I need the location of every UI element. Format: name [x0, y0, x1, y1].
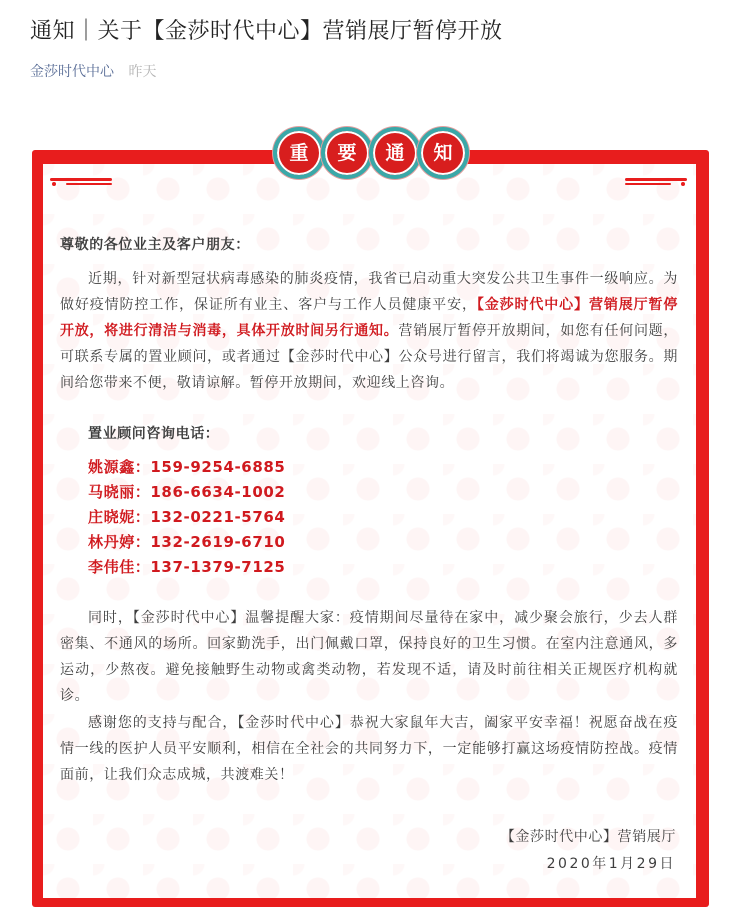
publish-date: 昨天 [128, 64, 157, 80]
author-link[interactable]: 金莎时代中心 [30, 64, 114, 80]
badge-tong: 通 [369, 127, 421, 179]
badge-yao: 要 [321, 127, 373, 179]
phone-item: 李伟佳：137-1379-7125 [88, 558, 286, 576]
decor-line-right [625, 177, 687, 187]
phone-item: 姚源鑫：159-9254-6885 [88, 458, 286, 476]
badge-zhi: 知 [417, 127, 469, 179]
notice-badges [273, 127, 465, 175]
phone-list [88, 455, 285, 580]
signature: 【金莎时代中心】营销展厅 [500, 829, 676, 845]
phone-item: 庄晓妮：132-0221-5764 [88, 508, 286, 526]
phone-item: 马晓丽：186-6634-1002 [88, 483, 286, 501]
badge-zhong: 重 [273, 127, 325, 179]
decor-line-left [50, 177, 112, 187]
signature-date: 2020年1月29日 [546, 856, 676, 872]
paragraph-1-part2: 营销展厅暂停开放期间，如您有任何问题，可联系专属的置业顾问，或者通过【金莎时代中心】公众号进行留言，我们将竭诚为您服务。期间给您带来不便，敬请谅解。暂停开放期间，欢迎线上咨询。 [60, 323, 678, 391]
paragraph-1 [60, 266, 678, 396]
closure-highlight: 【金莎时代中心】营销展厅暂停开放，将进行清洁与消毒，具体开放时间另行通知。 [60, 297, 678, 339]
greeting: 尊敬的各位业主及客户朋友： [60, 237, 250, 253]
article-meta [30, 61, 156, 81]
phone-heading: 置业顾问咨询电话： [88, 426, 220, 442]
phone-item: 林丹婷：132-2619-6710 [88, 533, 286, 551]
paragraph-2: 同时，【金莎时代中心】温馨提醒大家：疫情期间尽量待在家中，减少聚会旅行，少去人群密集、不通风的场所。回家勤洗手，出门佩戴口罩，保持良好的卫生习惯。在室内注意通风，多运动，少熬夜。避免接触野生动物或禽类动物，若发现不适，请及时前往相关正规医疗机构就诊。 [60, 610, 678, 704]
paragraph-1-part1: 近期，针对新型冠状病毒感染的肺炎疫情，我省已启动重大突发公共卫生事件一级响应。为做好疫情防控工作，保证所有业主、客户与工作人员健康平安， [60, 271, 678, 313]
article-title: 通知｜关于【金莎时代中心】营销展厅暂停开放 [30, 19, 503, 44]
paragraph-3: 感谢您的支持与配合，【金莎时代中心】恭祝大家鼠年大吉，阖家平安幸福！祝愿奋战在疫情一线的医护人员平安顺利，相信在全社会的共同努力下，一定能够打赢这场疫情防控战。疫情面前，让我们众志成城，共渡难关！ [60, 715, 678, 783]
